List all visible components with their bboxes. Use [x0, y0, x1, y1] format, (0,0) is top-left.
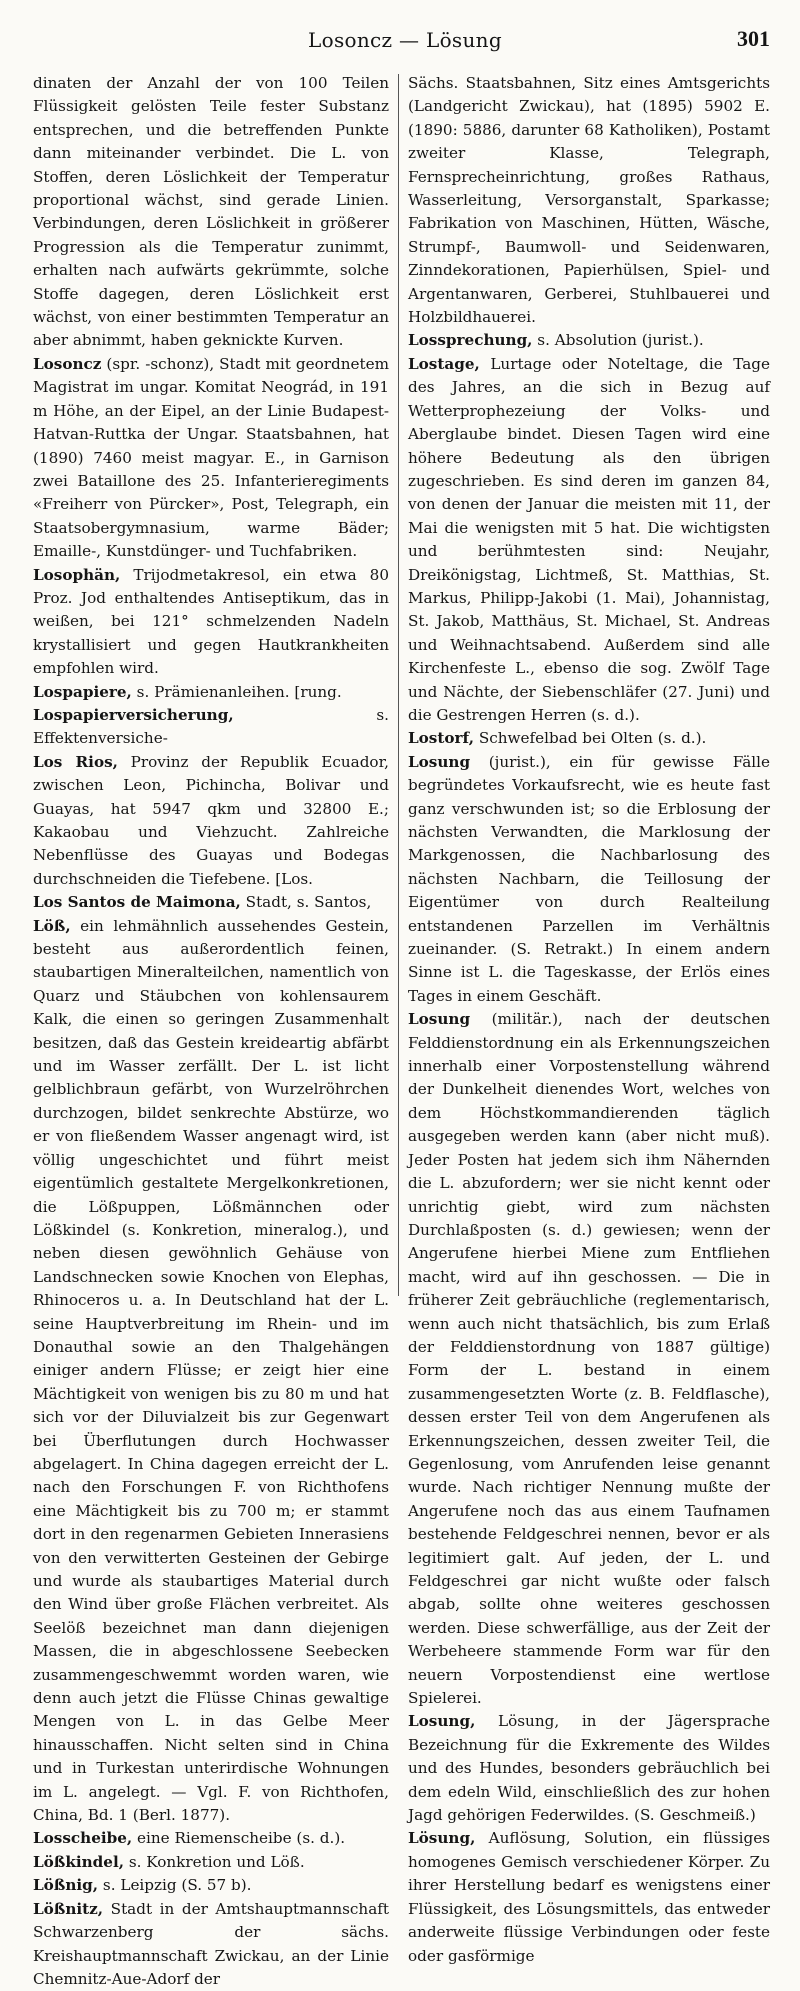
entry-text: Lösung, in der Jägersprache Bezeichnung für die Exkremente des Wildes und des Hundes, besonders gebräuchlich bei dem edeln Wild, einschließlich des zur hohen Jagd gehörigen Federwildes. (S. Geschmeiß.)	[408, 1712, 770, 1825]
entry-headword: Losung	[408, 1010, 471, 1029]
entry-headword: Lostorf,	[408, 729, 474, 748]
dictionary-entry	[408, 751, 770, 1008]
entry-text: Auflösung, Solution, ein flüssiges homogenes Gemisch verschiedener Körper. Zu ihrer Herstellung bedarf es wenigstens einer Flüssigkeit, des Lösungsmittels, das entweder anderweite flüssige Verbindungen oder feste oder gasförmige	[408, 1829, 770, 1965]
entry-text: dinaten der Anzahl der von 100 Teilen Flüssigkeit gelösten Teile fester Substanz entsprechen, und die betreffenden Punkte dann miteinander verbindet. Die L. von Stoffen, deren Löslichkeit der Temperatur proportional wächst, sind gerade Linien. Verbindungen, deren Löslichkeit in größerer Progression als die Temperatur zunimmt, erhalten nach aufwärts gekrümmte, solche Stoffe dagegen, deren Löslichkeit erst wächst, von einer bestimmten Temperatur an aber abnimmt, haben geknickte Kurven.	[33, 74, 389, 350]
entry-headword: Losophän,	[33, 565, 121, 584]
entry-headword: Lospapiere,	[33, 682, 132, 701]
entry-text: s. Konkretion und Löß.	[124, 1852, 305, 1871]
entry-headword: Löß,	[33, 916, 71, 935]
entry-text: (militär.), nach der deutschen Felddienstordnung ein als Erkennungszeichen innerhalb einer Vorpostenstellung während der Dunkelheit dienendes Wort, welches von dem Höchstkommandierenden täglich ausgegeben werden kann (aber nicht muß). Jeder Posten hat jedem sich ihm Nähernden die L. abzufordern; wer sie nicht kennt oder unrichtig giebt, wird zum nächsten Durchlaßposten (s. d.) gewiesen; wenn der Angerufene hierbei Miene zum Entfliehen macht, wird auf ihn geschossen. — Die in früherer Zeit gebräuchliche (reglementarisch, wenn auch nicht thatsächlich, bis zum Erlaß der Felddienstordnung von 1887 gültige) Form der L. bestand in einem zusammengesetzten Worte (z. B. Feldflasche), dessen erster Teil von dem Angerufenen als Erkennungszeichen, dessen zweiter Teil, die Gegenlosung, vom Anrufenden leise genannt wurde. Nach richtiger Nennung mußte der Angerufene noch das aus einem Taufnamen bestehende Feldgeschrei nennen, bevor er als legitimiert galt. Auf jeden, der L. und Feldgeschrei gar nicht wußte oder falsch abgab, sollte ohne weiteres geschossen werden. Diese schwerfällige, aus der Zeit der Werbeheere stammende Form war für den neuern Vorpostendienst eine wertlose Spielerei.	[408, 1010, 770, 1708]
entry-text: s. Effektenversiche-	[33, 705, 389, 748]
dictionary-entry	[33, 681, 389, 704]
entry-text: Provinz der Republik Ecuador, zwischen Leon, Pichincha, Bolivar und Guayas, hat 5947 qkm und 32800 E.; Kakaobau und Viehzucht. Zahlreiche Nebenflüsse des Guayas und Bodegas durchschneiden die Tiefebene. [Los.	[33, 752, 389, 888]
dictionary-entry	[33, 1874, 389, 1897]
entry-text: (jurist.), ein für gewisse Fälle begründetes Vorkaufsrecht, wie es heute fast ganz verschwunden ist; so die Erblosung der nächsten Verwandten, die Marklosung der Markgenossen, die Nachbarlosung des nächsten Nachbarn, die Teillosung der Eigentümer von durch Realteilung entstandenen Parzellen im Verhältnis zueinander. (S. Retrakt.) In einem andern Sinne ist L. die Tageskasse, der Erlös eines Tages in einem Geschäft.	[408, 752, 770, 1005]
dictionary-entry	[408, 1827, 770, 1967]
continued-entry-text	[408, 72, 770, 329]
entry-headword: Lösung,	[408, 1829, 476, 1848]
right-column	[408, 72, 770, 1965]
entry-text: Sächs. Staatsbahnen, Sitz eines Amtsgerichts (Landgericht Zwickau), hat (1895) 5902 E. (1890: 5886, darunter 68 Katholiken), Postamt zweiter Klasse, Telegraph, Fernsprecheinrichtung, großes Rathaus, Wasserleitung, Versorganstalt, Sparkasse; Fabrikation von Maschinen, Hütten, Wäsche, Strumpf-, Baumwoll- und Seidenwaren, Zinndekorationen, Papierhülsen, Spiel- und Argentanwaren, Gerberei, Stuhlbauerei und Holzbildhauerei.	[408, 74, 770, 327]
dictionary-entry	[33, 353, 389, 564]
dictionary-entry	[408, 727, 770, 750]
entry-headword: Lossprechung,	[408, 331, 533, 350]
entry-text: Stadt, s. Santos,	[240, 893, 372, 912]
entry-text: Trijodmetakresol, ein etwa 80 Proz. Jod enthaltendes Antiseptikum, das in weißen, bei 121° schmelzenden Nadeln krystallisiert und gegen Hautkrankheiten empfohlen wird.	[33, 565, 389, 678]
page-number: 301	[737, 26, 770, 51]
entry-headword: Lostage,	[408, 354, 480, 373]
dictionary-entry	[408, 1710, 770, 1827]
entry-headword: Lößkindel,	[33, 1852, 125, 1871]
dictionary-entry	[33, 751, 389, 891]
dictionary-entry	[33, 704, 389, 751]
entry-headword: Losung,	[408, 1712, 476, 1731]
entry-headword: Losoncz	[33, 354, 102, 373]
dictionary-entry	[408, 353, 770, 728]
dictionary-entry	[33, 1851, 389, 1874]
dictionary-entry	[33, 564, 389, 681]
left-column	[33, 72, 389, 1988]
entry-headword: Lößnig,	[33, 1876, 99, 1895]
entry-headword: Lospapierversicherung,	[33, 705, 234, 724]
entry-headword: Losscheibe,	[33, 1829, 133, 1848]
continued-entry-text	[33, 72, 389, 353]
entry-text: Schwefelbad bei Olten (s. d.).	[474, 729, 707, 748]
entry-text: s. Leipzig (S. 57 b).	[98, 1876, 252, 1895]
entry-text: eine Riemenscheibe (s. d.).	[132, 1829, 346, 1848]
entry-headword: Losung	[408, 752, 471, 771]
column-divider	[398, 74, 399, 1296]
running-title: Losoncz — Lösung	[308, 28, 502, 52]
dictionary-entry	[33, 1898, 389, 1991]
entry-headword: Lößnitz,	[33, 1899, 104, 1918]
entry-headword: Los Santos de Maimona,	[33, 893, 241, 912]
dictionary-entry	[33, 891, 389, 914]
dictionary-entry	[33, 915, 389, 1828]
dictionary-entry	[408, 1008, 770, 1710]
entry-text: ein lehmähnlich aussehendes Gestein, besteht aus außerordentlich feinen, staubartigen Mineralteilchen, namentlich von Quarz und Stäubchen von kohlensaurem Kalk, die einen so geringen Zusammenhalt besitzen, daß das Gestein kreideartig abfärbt und im Wasser zerfällt. Der L. ist licht gelblichbraun gefärbt, von Wurzelröhrchen durchzogen, bildet senkrechte Abstürze, wo er von fließendem Wasser angenagt wird, ist völlig ungeschichtet und führt meist eigentümlich gestaltete Mergelkonkretionen, die Lößpuppen, Lößmännchen oder Lößkindel (s. Konkretion, mineralog.), und neben diesen gewöhnlich Gehäuse von Landschnecken sowie Knochen von Elephas, Rhinoceros u. a. In Deutschland hat der L. seine Hauptverbreitung im Rhein- und im Donauthal sowie an den Thalgehängen einiger andern Flüsse; er zeigt hier eine Mächtigkeit von wenigen bis zu 80 m und hat sich vor der Diluvialzeit bis zur Gegenwart bei Überflutungen durch Hochwasser abgelagert. In China dagegen erreicht der L. nach den Forschungen F. von Richthofens eine Mächtigkeit bis zu 700 m; er stammt dort in den regenarmen Gebieten Innerasiens von den verwitterten Gesteinen der Gebirge und wurde als staubartiges Material durch den Wind über große Flächen verbreitet. Als Seelöß bezeichnet man dann diejenigen Massen, die in abgeschlossene Seebecken zusammengeschwemmt worden waren, wie denn auch jetzt die Flüsse Chinas gewaltige Mengen von L. in das Gelbe Meer hinausschaffen. Nicht selten sind in China und in Turkestan unterirdische Wohnungen im L. angelegt. — Vgl. F. von Richthofen, China, Bd. 1 (Berl. 1877).	[33, 916, 389, 1825]
entry-text: s. Absolution (jurist.).	[532, 331, 704, 350]
dictionary-entry	[33, 1827, 389, 1850]
dictionary-entry	[408, 329, 770, 352]
entry-text: (spr. -schonz), Stadt mit geordnetem Magistrat im ungar. Komitat Neográd, in 191 m Höhe, an der Eipel, an der Linie Budapest-Hatvan-Ruttka der Ungar. Staatsbahnen, hat (1890) 7460 meist magyar. E., in Garnison zwei Bataillone des 25. Infanterieregiments «Freiherr von Pürcker», Post, Telegraph, ein Staatsobergymnasium, warme Bäder; Emaille-, Kunstdünger- und Tuchfabriken.	[33, 354, 389, 561]
entry-text: Stadt in der Amtshauptmannschaft Schwarzenberg der sächs. Kreishauptmannschaft Zwickau, an der Linie Chemnitz-Aue-Adorf der	[33, 1899, 389, 1988]
entry-headword: Los Rios,	[33, 752, 118, 771]
page-header	[0, 22, 800, 62]
entry-text: s. Prämienanleihen. [rung.	[131, 682, 342, 701]
entry-text: Lurtage oder Noteltage, die Tage des Jahres, an die sich in Bezug auf Wetterprophezeiung der Volks- und Aberglaube bindet. Diesen Tagen wird eine höhere Bedeutung als den übrigen zugeschrieben. Es sind deren im ganzen 84, von denen der Januar die meisten mit 11, der Mai die wenigsten mit 5 hat. Die wichtigsten und berühmtesten sind: Neujahr, Dreikönigstag, Lichtmeß, St. Matthias, St. Markus, Philipp-Jakobi (1. Mai), Johannistag, St. Jakob, Matthäus, St. Michael, St. Andreas und Weihnachtsabend. Außerdem sind alle Kirchenfeste L., ebenso die sog. Zwölf Tage und Nächte, der Siebenschläfer (27. Juni) und die Gestrengen Herren (s. d.).	[408, 354, 770, 724]
